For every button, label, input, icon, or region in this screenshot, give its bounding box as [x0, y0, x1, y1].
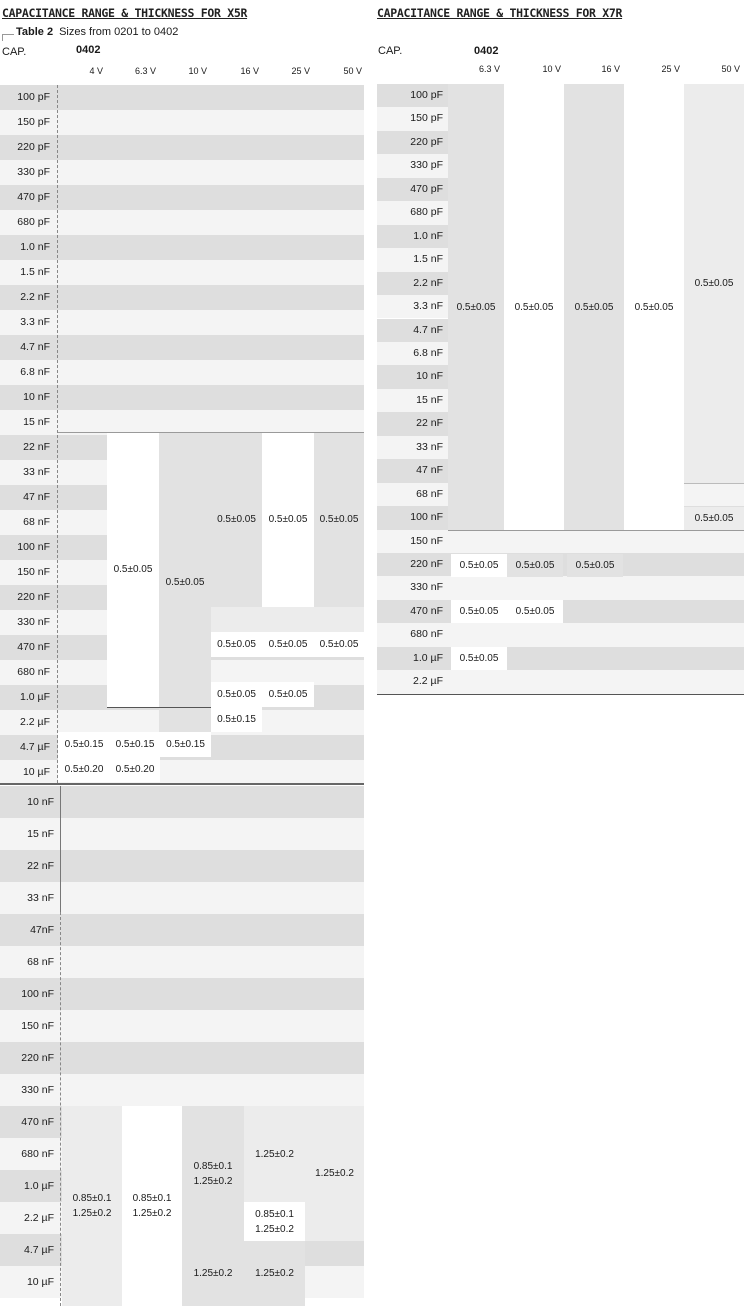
voltage-header: 6.3 V: [134, 66, 156, 76]
cap-label: 100 nF: [17, 541, 50, 553]
voltage-header: 25 V: [661, 64, 680, 74]
table-row: [0, 335, 364, 360]
x7r-size-header: 0402: [474, 45, 499, 57]
cap-label: 10 nF: [27, 796, 54, 808]
cap-label: 470 pF: [17, 191, 50, 203]
cap-label: 47 nF: [416, 464, 443, 477]
cell-x7r-10v-main: 0.5±0.05: [504, 84, 564, 530]
cell-lower-col3-bottom: 1.25±0.2: [182, 1241, 244, 1306]
table-row: [0, 310, 364, 335]
x7r-cap-header: CAP.: [378, 45, 403, 57]
cap-label: 22 nF: [23, 441, 50, 453]
cap-label: 680 nF: [21, 1148, 54, 1160]
cap-label: 220 nF: [21, 1052, 54, 1064]
cap-label: 220 pF: [410, 135, 443, 148]
cap-label: 330 pF: [410, 159, 443, 172]
table-row: [0, 914, 364, 946]
cell-x7r-16v-main: 0.5±0.05: [564, 84, 624, 530]
cap-label: 470 nF: [410, 604, 443, 617]
cell-x5r-330nf-blank: [211, 607, 364, 632]
cap-label: 22 nF: [416, 417, 443, 430]
cap-label: 4.7 µF: [20, 741, 50, 753]
table-row: [0, 360, 364, 385]
x5r-cap-header: CAP.: [2, 46, 27, 58]
divider: [60, 912, 61, 1306]
cell-x5r-16v-22nf-220nf: 0.5±0.05: [211, 432, 262, 607]
cap-label: 22 nF: [27, 860, 54, 872]
caption-label: Table 2: [16, 26, 54, 38]
cell-x7r-63v-main: 0.5±0.05: [448, 84, 504, 530]
x7r-table: [377, 84, 744, 695]
cell-x5r-63v-4u7f: 0.5±0.15: [110, 732, 160, 757]
cell-x5r-25v-1uf: 0.5±0.05: [262, 682, 314, 707]
cap-label: 100 pF: [17, 91, 50, 103]
divider: [377, 694, 744, 695]
cell-x7r-25v-main: 0.5±0.05: [624, 84, 684, 530]
divider: [684, 483, 744, 484]
cell-x5r-50v-470nf: 0.5±0.05: [314, 632, 364, 657]
table-row: [0, 85, 364, 110]
table-caption: [2, 26, 178, 41]
voltage-header: 4 V: [89, 66, 103, 76]
x5r-table: [0, 85, 364, 783]
cap-label: 15 nF: [23, 416, 50, 428]
cell-x5r-50v-22nf-220nf: 0.5±0.05: [314, 432, 364, 607]
voltage-header: 6.3 V: [478, 64, 500, 74]
cell-x5r-4v-10uf: 0.5±0.20: [58, 757, 110, 782]
table-row: [0, 110, 364, 135]
table-row: [377, 623, 744, 646]
cap-label: 1.0 µF: [413, 651, 443, 664]
table-row: [0, 882, 364, 914]
caption-text: Sizes from 0201 to 0402: [59, 26, 179, 38]
cell-x5r-10v-4u7f: 0.5±0.15: [160, 732, 211, 757]
cap-label: 330 pF: [17, 166, 50, 178]
cell-x7r-50v-100nf: 0.5±0.05: [684, 507, 744, 530]
cell-x5r-16v-1uf: 0.5±0.05: [211, 682, 262, 707]
cell-lower-col3-top: 0.85±0.1 1.25±0.2: [182, 1106, 244, 1241]
cap-label: 68 nF: [23, 516, 50, 528]
cap-label: 220 nF: [410, 558, 443, 570]
x5r-lower-table: [0, 786, 364, 1306]
cap-label: 100 nF: [410, 511, 443, 524]
voltage-header: 10 V: [188, 66, 207, 76]
cap-label: 33 nF: [416, 440, 443, 453]
cap-label: 47 nF: [23, 491, 50, 503]
table-row: [0, 760, 364, 785]
cap-label: 150 pF: [17, 116, 50, 128]
cap-label: 100 nF: [21, 988, 54, 1000]
cap-label: 10 nF: [416, 370, 443, 383]
cell-x5r-16v-2u2f: 0.5±0.15: [211, 707, 262, 732]
table-row: [0, 978, 364, 1010]
cap-label: 47nF: [30, 924, 54, 936]
cap-label: 1.0 nF: [20, 241, 50, 253]
cell-x5r-63v-22nf-1uf: 0.5±0.05: [107, 432, 159, 707]
table-row: [0, 385, 364, 410]
table-row: [377, 647, 744, 670]
table-row: [0, 160, 364, 185]
divider: [57, 85, 58, 783]
cell-x7r-63v-220nf: 0.5±0.05: [451, 554, 507, 577]
cap-label: 68 nF: [27, 956, 54, 968]
cap-label: 470 pF: [410, 182, 443, 195]
cap-label: 1.5 nF: [413, 253, 443, 266]
cap-label: 470 nF: [21, 1116, 54, 1128]
cap-label: 10 nF: [23, 391, 50, 403]
table-row: [377, 530, 744, 553]
table-row: [0, 786, 364, 818]
cell-x7r-63v-1uf: 0.5±0.05: [451, 647, 507, 670]
cell-x7r-16v-220nf: 0.5±0.05: [567, 554, 623, 577]
cap-label: 6.8 nF: [20, 366, 50, 378]
cap-label: 2.2 µF: [24, 1212, 54, 1224]
divider: [107, 707, 211, 708]
x7r-title: CAPACITANCE RANGE & THICKNESS FOR X7R: [377, 6, 623, 20]
cell-lower-col4-bottom: 1.25±0.2: [244, 1241, 305, 1306]
cell-lower-col5: 1.25±0.2: [305, 1106, 364, 1241]
cap-label: 680 pF: [410, 206, 443, 219]
cell-x7r-50v-main: 0.5±0.05: [684, 84, 744, 483]
cap-label: 220 pF: [17, 141, 50, 153]
table-row: [0, 185, 364, 210]
cell-x5r-16v-470nf: 0.5±0.05: [211, 632, 262, 657]
voltage-header: 10 V: [542, 64, 561, 74]
cap-label: 3.3 nF: [20, 316, 50, 328]
cap-label: 10 µF: [26, 1276, 54, 1288]
cell-x5r-25v-22nf-220nf: 0.5±0.05: [262, 432, 314, 607]
cap-label: 1.5 nF: [20, 266, 50, 278]
caption-bracket: [2, 34, 14, 41]
cap-label: 1.0 µF: [24, 1180, 54, 1192]
table-row: [0, 1042, 364, 1074]
cap-label: 4.7 nF: [20, 341, 50, 353]
table-row: [0, 818, 364, 850]
table-row: [377, 576, 744, 599]
table-row: [0, 135, 364, 160]
cap-label: 33 nF: [27, 892, 54, 904]
voltage-header: 16 V: [240, 66, 259, 76]
cell-x7r-10v-220nf: 0.5±0.05: [507, 554, 563, 577]
cap-label: 220 nF: [17, 591, 50, 603]
voltage-header: 50 V: [343, 66, 362, 76]
cell-x5r-63v-10uf: 0.5±0.20: [110, 757, 160, 782]
cell-lower-col4-top: 1.25±0.2: [244, 1106, 305, 1202]
cell-x5r-25v-470nf: 0.5±0.05: [262, 632, 314, 657]
cap-label: 2.2 µF: [20, 716, 50, 728]
cell-lower-col2: 0.85±0.1 1.25±0.2: [122, 1106, 182, 1306]
cap-label: 680 nF: [410, 628, 443, 641]
cell-x5r-4v-4u7f: 0.5±0.15: [58, 732, 110, 757]
table-row: [0, 1074, 364, 1106]
cap-label: 6.8 nF: [413, 346, 443, 359]
table-row: [0, 210, 364, 235]
divider: [0, 783, 364, 785]
divider: [60, 786, 61, 912]
cell-lower-col1: 0.85±0.1 1.25±0.2: [62, 1106, 122, 1306]
divider: [448, 530, 744, 531]
cap-label: 330 nF: [21, 1084, 54, 1096]
cap-label: 4.7 µF: [24, 1244, 54, 1256]
table-row: [0, 850, 364, 882]
cap-label: 100 pF: [410, 89, 443, 101]
cap-label: 68 nF: [416, 487, 443, 500]
table-row: [0, 285, 364, 310]
cap-label: 1.0 nF: [413, 229, 443, 242]
cap-label: 470 nF: [17, 641, 50, 653]
voltage-header: 25 V: [291, 66, 310, 76]
voltage-header: 16 V: [601, 64, 620, 74]
table-row: [377, 670, 744, 693]
cap-label: 3.3 nF: [413, 300, 443, 313]
cap-label: 1.0 µF: [20, 691, 50, 703]
cap-label: 15 nF: [27, 828, 54, 840]
voltage-header: 50 V: [721, 64, 740, 74]
cap-label: 2.2 µF: [413, 675, 443, 688]
table-row: [0, 235, 364, 260]
cell-lower-col4-mid: 0.85±0.1 1.25±0.2: [244, 1202, 305, 1241]
cap-label: 15 nF: [416, 393, 443, 406]
table-row: [0, 260, 364, 285]
cap-label: 4.7 nF: [413, 323, 443, 336]
cap-label: 2.2 nF: [413, 276, 443, 289]
cap-label: 330 nF: [410, 581, 443, 594]
cap-label: 680 nF: [17, 666, 50, 678]
cap-label: 2.2 nF: [20, 291, 50, 303]
cap-label: 33 nF: [23, 466, 50, 478]
cap-label: 10 µF: [22, 766, 50, 778]
divider: [58, 432, 364, 433]
cap-label: 330 nF: [17, 616, 50, 628]
cell-x7r-63v-470nf: 0.5±0.05: [451, 600, 507, 623]
cell-x5r-10v-22nf-2u2f: 0.5±0.05: [159, 432, 211, 732]
cap-label: 150 nF: [21, 1020, 54, 1032]
cap-label: 150 nF: [410, 534, 443, 547]
table-row: [0, 946, 364, 978]
cap-label: 680 pF: [17, 216, 50, 228]
x5r-size-header: 0402: [76, 44, 101, 56]
x5r-title: CAPACITANCE RANGE & THICKNESS FOR X5R: [2, 6, 248, 20]
table-row: [0, 1010, 364, 1042]
cap-label: 150 pF: [410, 112, 443, 125]
cell-x7r-10v-470nf: 0.5±0.05: [507, 600, 563, 623]
cap-label: 150 nF: [17, 566, 50, 578]
